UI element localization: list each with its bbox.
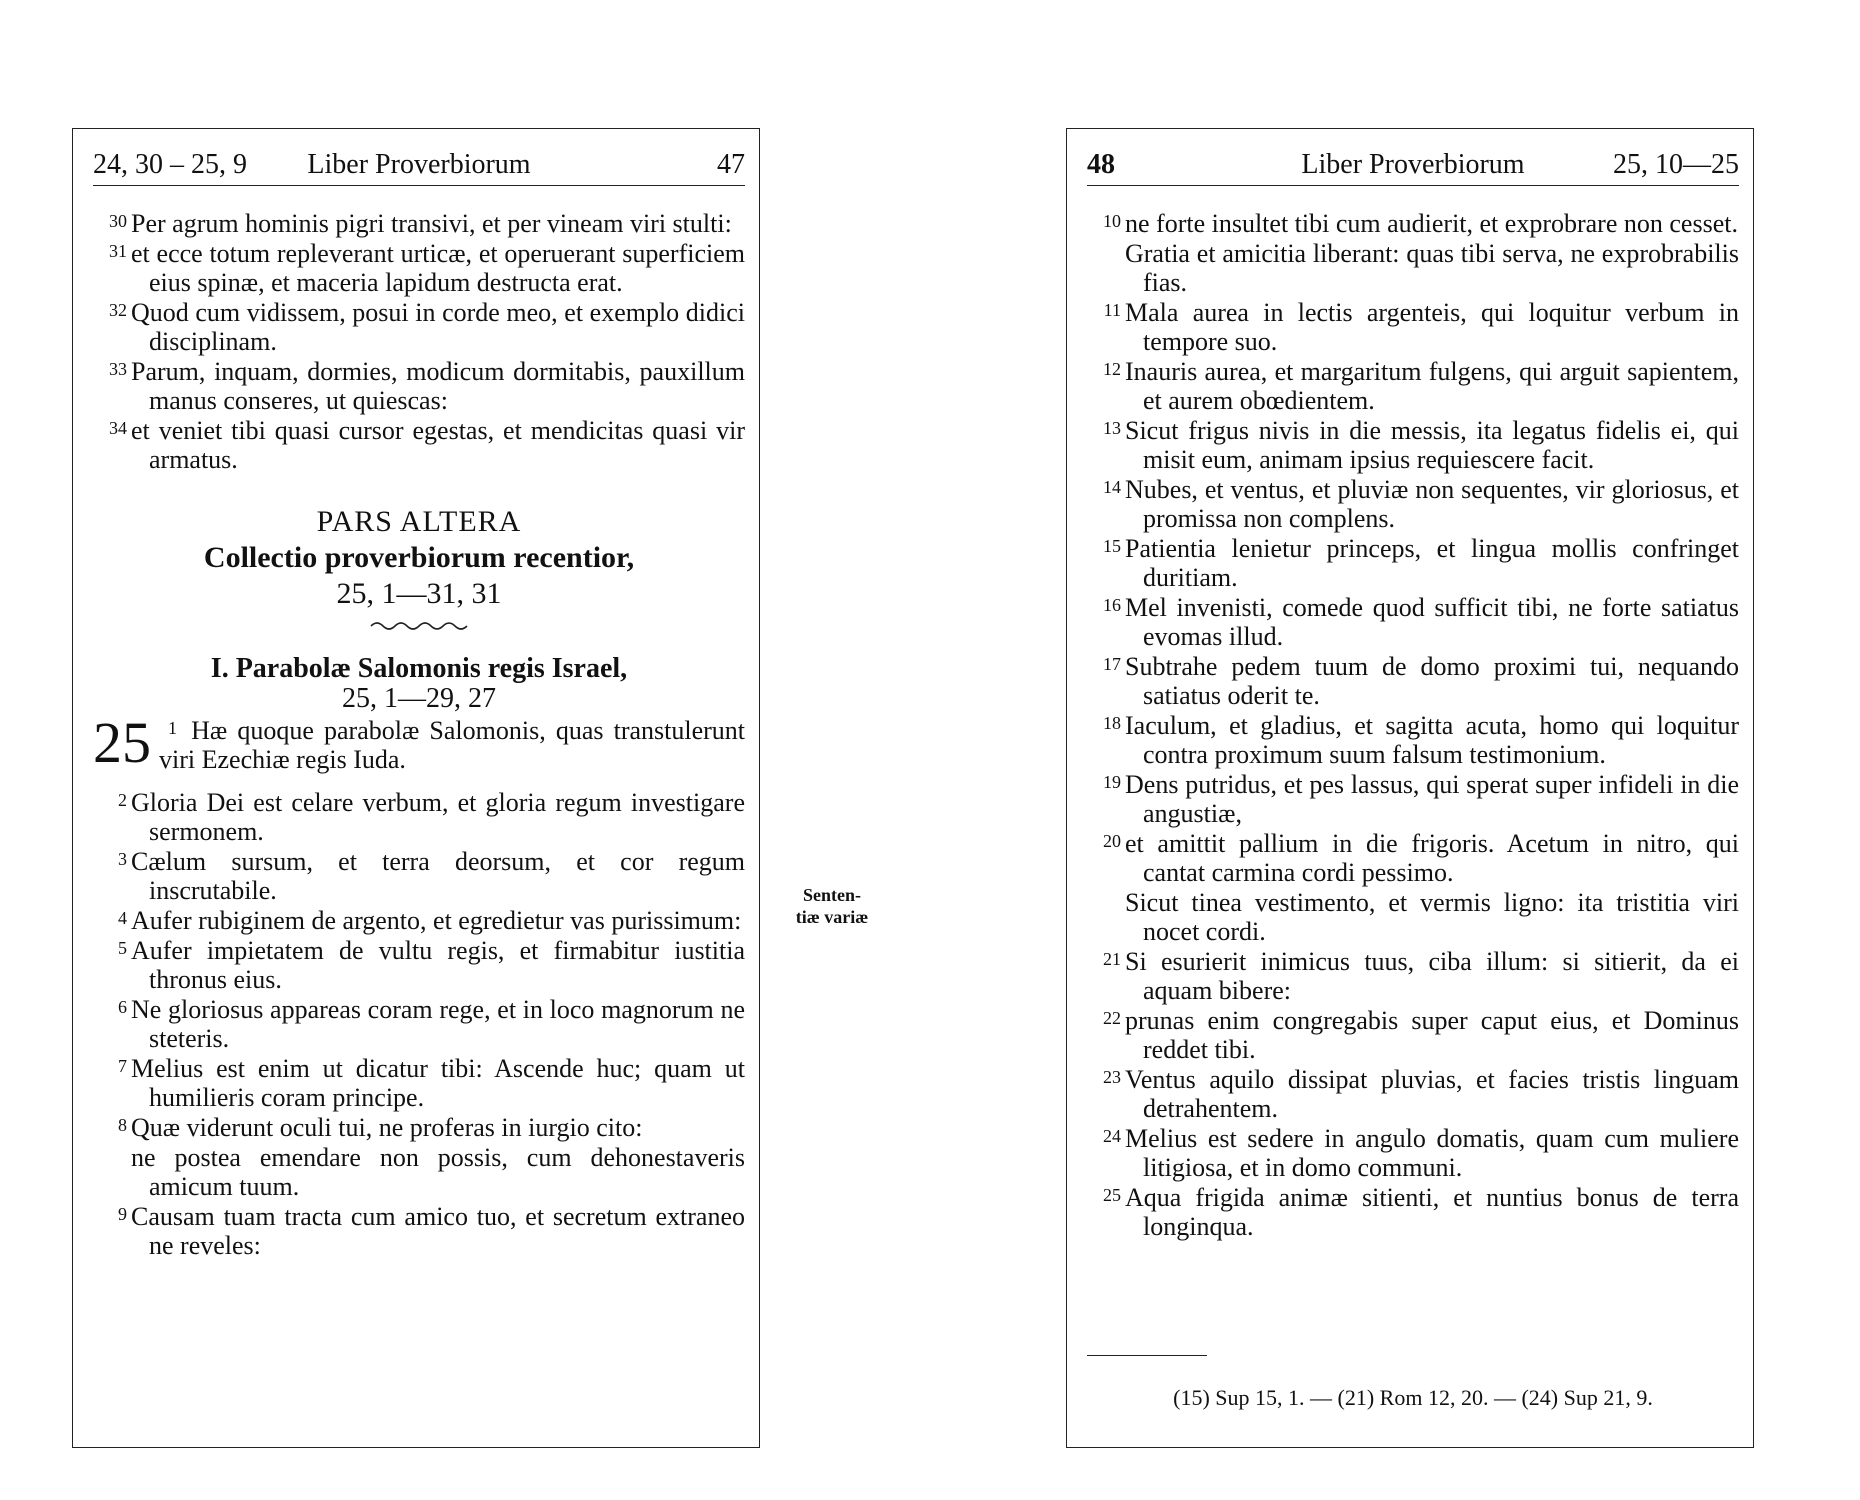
verse-number: 18 <box>1103 713 1121 733</box>
verse-text: et amittit pallium in die frigoris. Acetum in nitro, qui cantat carmina cordi pessimo. <box>1125 829 1739 887</box>
left-page <box>72 128 760 1448</box>
verse-number: 12 <box>1103 359 1121 379</box>
wavy-ornament <box>369 618 469 632</box>
verse <box>159 716 745 774</box>
verse-text: prunas enim congregabis super caput eius, et Dominus reddet tibi. <box>1125 1006 1739 1064</box>
verse-number: 20 <box>1103 831 1121 851</box>
header-range: 24, 30 – 25, 9 <box>93 149 247 180</box>
verse <box>1087 416 1739 474</box>
verse-list-a <box>93 209 745 474</box>
verse-text: Iaculum, et gladius, et sagitta acuta, homo qui loquitur contra proximum suum falsum testimonium. <box>1125 711 1739 769</box>
verse-text: Per agrum hominis pigri transivi, et per vineam viri stulti: <box>131 209 732 238</box>
verse-number: 16 <box>1103 595 1121 615</box>
verse <box>1087 770 1739 828</box>
verse <box>1087 652 1739 710</box>
verse <box>1087 1183 1739 1241</box>
verse-number: 2 <box>118 790 127 810</box>
verse-list-right <box>1087 209 1739 1241</box>
verse-number: 10 <box>1103 211 1121 231</box>
verse-number: 11 <box>1103 300 1121 320</box>
verse-text: Aufer rubiginem de argento, et egredietur vas purissimum: <box>131 906 742 935</box>
verse-text: Causam tuam tracta cum amico tuo, et secretum extraneo ne reveles: <box>131 1202 745 1260</box>
verse-number: 3 <box>118 849 127 869</box>
footnote-rule <box>1087 1355 1207 1356</box>
verse-text: Aufer impietatem de vultu regis, et firmabitur iustitia thronus eius. <box>131 936 745 994</box>
verse-text: Quod cum vidissem, posui in corde meo, et exemplo didici disciplinam. <box>131 298 745 356</box>
left-page-body <box>93 209 745 1261</box>
verse-number: 13 <box>1103 418 1121 438</box>
verse-text: Quæ viderunt oculi tui, ne proferas in iurgio cito: <box>131 1113 643 1142</box>
verse-list-b <box>93 788 745 1260</box>
verse-number: 25 <box>1103 1185 1121 1205</box>
verse-number: 14 <box>1103 477 1121 497</box>
collectio-heading: Collectio proverbiorum recentior, <box>203 541 635 574</box>
subsection-heading: I. Parabolæ Salomonis regis Israel, <box>210 653 628 684</box>
verse-text: Sicut tinea vestimento, et vermis ligno: ita tristitia viri nocet cordi. <box>1125 888 1739 946</box>
right-page-body <box>1087 209 1739 1242</box>
verse <box>93 298 745 356</box>
verse-number: 23 <box>1103 1067 1121 1087</box>
verse-number: 4 <box>118 908 127 928</box>
chapter-start <box>93 710 746 775</box>
verse <box>93 788 745 846</box>
verse <box>1087 239 1739 297</box>
verse <box>1087 534 1739 592</box>
verse <box>93 995 745 1053</box>
verse-number: 30 <box>109 211 127 231</box>
verse <box>1087 888 1739 946</box>
verse <box>93 906 745 935</box>
verse-number: 1 <box>168 718 177 738</box>
verse-text: Cælum sursum, et terra deorsum, et cor regum inscrutabile. <box>131 847 745 905</box>
verse-number: 9 <box>118 1204 127 1224</box>
verse-number: 6 <box>118 997 127 1017</box>
verse-number: 15 <box>1103 536 1121 556</box>
header-title: Liber Proverbiorum <box>1301 149 1525 180</box>
verse-number: 24 <box>1103 1126 1121 1146</box>
chapter-number: 25 <box>93 710 151 775</box>
pars-heading: PARS ALTERA <box>316 505 522 538</box>
verse <box>93 1113 745 1142</box>
verse-text: Melius est enim ut dicatur tibi: Ascende huc; quam ut humilieris coram principe. <box>131 1054 745 1112</box>
verse-number: 32 <box>109 300 127 320</box>
verse <box>93 1054 745 1112</box>
verse <box>93 1202 745 1260</box>
verse <box>93 239 745 297</box>
verse-text: Dens putridus, et pes lassus, qui sperat super infideli in die angustiæ, <box>1125 770 1739 828</box>
footnote: (15) Sup 15, 1. — (21) Rom 12, 20. — (24) Sup 21, 9. <box>1173 1385 1653 1410</box>
page-number: 48 <box>1087 149 1115 180</box>
verse <box>93 936 745 994</box>
verse <box>1087 357 1739 415</box>
verse-text: Si esurierit inimicus tuus, ciba illum: si sitierit, da ei aquam bibere: <box>1125 947 1739 1005</box>
verse <box>1087 475 1739 533</box>
verse-text: Ventus aquilo dissipat pluvias, et facies tristis linguam detrahentem. <box>1125 1065 1739 1123</box>
verse-text: Melius est sedere in angulo domatis, quam cum muliere litigiosa, et in domo communi. <box>1125 1124 1739 1182</box>
verse-text: ne postea emendare non possis, cum dehonestaveris amicum tuum. <box>131 1143 745 1201</box>
verse-text: Ne gloriosus appareas coram rege, et in loco magnorum ne steteris. <box>131 995 745 1053</box>
verse-text: Mala aurea in lectis argenteis, qui loquitur verbum in tempore suo. <box>1125 298 1739 356</box>
verse <box>93 1143 745 1201</box>
verse-text: Aqua frigida animæ sitienti, et nuntius bonus de terra longinqua. <box>1125 1183 1739 1241</box>
verse-number: 17 <box>1103 654 1121 674</box>
subsection-range: 25, 1—29, 27 <box>342 683 496 714</box>
page-number: 47 <box>717 149 745 180</box>
verse-number: 19 <box>1103 772 1121 792</box>
margin-note <box>772 884 892 928</box>
verse-text: Patientia lenietur princeps, et lingua mollis confringet duritiam. <box>1125 534 1739 592</box>
verse <box>93 209 745 238</box>
verse <box>1087 711 1739 769</box>
verse-text: Hæ quoque parabolæ Salomonis, quas transtulerunt viri Ezechiæ regis Iuda. <box>159 716 746 774</box>
verse <box>1087 298 1739 356</box>
header-title: Liber Proverbiorum <box>307 149 531 180</box>
verse <box>1087 593 1739 651</box>
verse-text: Sicut frigus nivis in die messis, ita legatus fidelis ei, qui misit eum, animam ipsius requiescere facit. <box>1125 416 1739 474</box>
verse-number: 5 <box>118 938 127 958</box>
verse-text: Mel invenisti, comede quod sufficit tibi, ne forte satiatus evomas illud. <box>1125 593 1739 651</box>
verse <box>1087 947 1739 1005</box>
verse <box>1087 209 1739 238</box>
verse-text: Subtrahe pedem tuum de domo proximi tui, nequando satiatus oderit te. <box>1125 652 1739 710</box>
verse-text: et veniet tibi quasi cursor egestas, et mendicitas quasi vir armatus. <box>131 416 745 474</box>
verse-number: 34 <box>109 418 127 438</box>
verse-text: Gloria Dei est celare verbum, et gloria regum investigare sermonem. <box>131 788 745 846</box>
margin-note-line: Senten- <box>803 885 861 905</box>
running-head-left <box>93 145 745 186</box>
verse <box>93 416 745 474</box>
verse-text: Inauris aurea, et margaritum fulgens, qui arguit sapientem, et aurem obœdientem. <box>1125 357 1739 415</box>
verse-text: et ecce totum repleverant urticæ, et operuerant superficiem eius spinæ, et maceria lapidum destructa erat. <box>131 239 745 297</box>
margin-note-line: tiæ variæ <box>795 907 869 927</box>
verse-number: 21 <box>1103 949 1121 969</box>
running-head-right <box>1087 145 1739 186</box>
verse-number: 33 <box>109 359 127 379</box>
right-page <box>1066 128 1754 1448</box>
header-range: 25, 10—25 <box>1613 149 1739 180</box>
verse-number: 7 <box>118 1056 127 1076</box>
verse-number: 8 <box>118 1115 127 1135</box>
verse <box>93 847 745 905</box>
verse-text: Nubes, et ventus, et pluviæ non sequentes, vir gloriosus, et promissa non complens. <box>1125 475 1739 533</box>
verse <box>93 357 745 415</box>
verse <box>1087 1006 1739 1064</box>
verse <box>1087 1065 1739 1123</box>
verse-number: 31 <box>109 241 127 261</box>
verse <box>1087 829 1739 887</box>
verse-text: Gratia et amicitia liberant: quas tibi serva, ne exprobrabilis fias. <box>1125 239 1739 297</box>
verse-text: ne forte insultet tibi cum audierit, et exprobrare non cesset. <box>1125 209 1738 238</box>
verse-number: 22 <box>1103 1008 1121 1028</box>
verse <box>1087 1124 1739 1182</box>
collectio-range: 25, 1—31, 31 <box>336 577 502 610</box>
verse-text: Parum, inquam, dormies, modicum dormitabis, pauxillum manus conseres, ut quiescas: <box>131 357 745 415</box>
